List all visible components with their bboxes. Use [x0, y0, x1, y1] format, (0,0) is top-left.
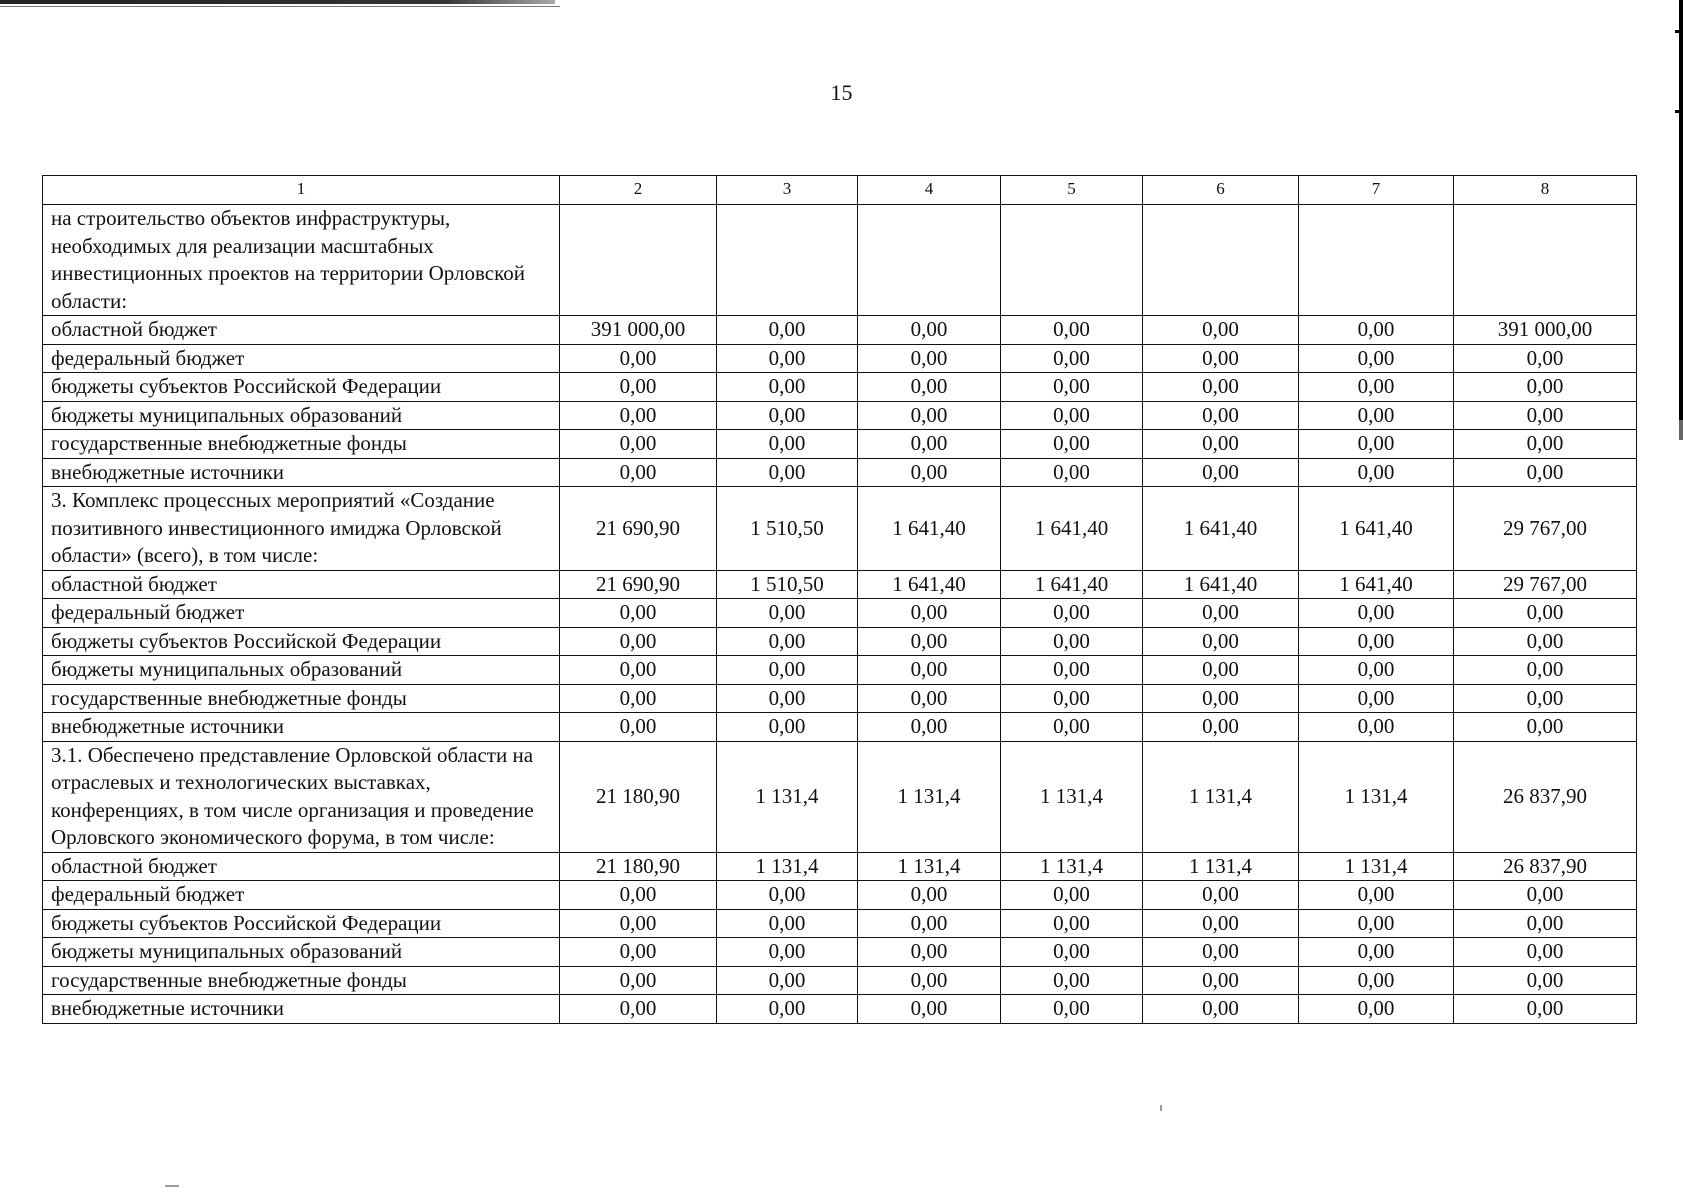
column-number-4: 4 — [858, 176, 1001, 205]
table-row — [43, 344, 1637, 373]
value-cell-col4 — [858, 205, 1001, 316]
value-cell-col7: 1 641,40 — [1299, 487, 1454, 571]
value-cell-col6 — [1143, 205, 1299, 316]
value-cell-col8: 0,00 — [1454, 684, 1637, 713]
scan-speck — [1160, 1105, 1162, 1111]
value-cell-col3 — [717, 205, 858, 316]
value-cell-col3: 0,00 — [717, 458, 858, 487]
row-label: бюджеты муниципальных образований — [43, 401, 560, 430]
table-row — [43, 627, 1637, 656]
value-cell-col2: 0,00 — [560, 373, 717, 402]
value-cell-col7: 0,00 — [1299, 401, 1454, 430]
value-cell-col5: 0,00 — [1001, 430, 1143, 459]
value-cell-col3: 0,00 — [717, 401, 858, 430]
value-cell-col4: 0,00 — [858, 344, 1001, 373]
column-number-row — [43, 176, 1637, 205]
value-cell-col7: 0,00 — [1299, 938, 1454, 967]
value-cell-col4: 0,00 — [858, 966, 1001, 995]
value-cell-col8: 0,00 — [1454, 909, 1637, 938]
value-cell-col2: 0,00 — [560, 656, 717, 685]
value-cell-col8: 0,00 — [1454, 599, 1637, 628]
value-cell-col2: 0,00 — [560, 627, 717, 656]
value-cell-col6: 1 131,4 — [1143, 852, 1299, 881]
value-cell-col6: 0,00 — [1143, 909, 1299, 938]
section-label: 3.1. Обеспечено представление Орловской области на отраслевых и технологических выставках, конференциях, в том числе организация и проведение Орловского экономического форума, в том числе: — [43, 741, 560, 852]
scan-border-top-thin — [0, 6, 560, 7]
value-cell-col2 — [560, 205, 717, 316]
value-cell-col2: 0,00 — [560, 938, 717, 967]
value-cell-col5: 1 131,4 — [1001, 741, 1143, 852]
row-label: бюджеты субъектов Российской Федерации — [43, 373, 560, 402]
value-cell-col3: 0,00 — [717, 344, 858, 373]
value-cell-col8: 29 767,00 — [1454, 487, 1637, 571]
value-cell-col8: 0,00 — [1454, 966, 1637, 995]
value-cell-col4: 0,00 — [858, 627, 1001, 656]
table-row — [43, 684, 1637, 713]
value-cell-col2: 0,00 — [560, 713, 717, 742]
value-cell-col6: 0,00 — [1143, 401, 1299, 430]
value-cell-col7: 0,00 — [1299, 430, 1454, 459]
value-cell-col7: 0,00 — [1299, 344, 1454, 373]
value-cell-col7: 0,00 — [1299, 627, 1454, 656]
value-cell-col5: 0,00 — [1001, 881, 1143, 910]
value-cell-col6: 0,00 — [1143, 599, 1299, 628]
value-cell-col4: 1 131,4 — [858, 741, 1001, 852]
value-cell-col8: 0,00 — [1454, 881, 1637, 910]
value-cell-col8: 26 837,90 — [1454, 741, 1637, 852]
value-cell-col4: 1 641,40 — [858, 487, 1001, 571]
value-cell-col7: 0,00 — [1299, 599, 1454, 628]
value-cell-col7: 0,00 — [1299, 966, 1454, 995]
row-label: бюджеты муниципальных образований — [43, 656, 560, 685]
value-cell-col6: 0,00 — [1143, 656, 1299, 685]
table-row — [43, 909, 1637, 938]
value-cell-col5: 0,00 — [1001, 656, 1143, 685]
value-cell-col4: 1 641,40 — [858, 570, 1001, 599]
column-number-8: 8 — [1454, 176, 1637, 205]
row-label: федеральный бюджет — [43, 344, 560, 373]
value-cell-col7: 0,00 — [1299, 909, 1454, 938]
value-cell-col5: 1 131,4 — [1001, 852, 1143, 881]
value-cell-col3: 0,00 — [717, 881, 858, 910]
value-cell-col4: 1 131,4 — [858, 852, 1001, 881]
value-cell-col5: 0,00 — [1001, 458, 1143, 487]
value-cell-col8: 0,00 — [1454, 430, 1637, 459]
table-row — [43, 966, 1637, 995]
column-number-7: 7 — [1299, 176, 1454, 205]
value-cell-col4: 0,00 — [858, 458, 1001, 487]
value-cell-col5: 0,00 — [1001, 995, 1143, 1024]
value-cell-col5: 0,00 — [1001, 938, 1143, 967]
value-cell-col6: 0,00 — [1143, 627, 1299, 656]
table-row — [43, 373, 1637, 402]
value-cell-col6: 1 641,40 — [1143, 487, 1299, 571]
value-cell-col6: 0,00 — [1143, 938, 1299, 967]
value-cell-col8: 0,00 — [1454, 995, 1637, 1024]
value-cell-col3: 0,00 — [717, 316, 858, 345]
value-cell-col3: 0,00 — [717, 627, 858, 656]
value-cell-col6: 0,00 — [1143, 995, 1299, 1024]
row-label: федеральный бюджет — [43, 599, 560, 628]
value-cell-col7: 0,00 — [1299, 458, 1454, 487]
value-cell-col4: 0,00 — [858, 401, 1001, 430]
value-cell-col4: 0,00 — [858, 599, 1001, 628]
value-cell-col6: 1 131,4 — [1143, 741, 1299, 852]
value-cell-col2: 391 000,00 — [560, 316, 717, 345]
value-cell-col2: 0,00 — [560, 909, 717, 938]
value-cell-col5: 0,00 — [1001, 344, 1143, 373]
value-cell-col4: 0,00 — [858, 995, 1001, 1024]
value-cell-col3: 0,00 — [717, 909, 858, 938]
value-cell-col7 — [1299, 205, 1454, 316]
table-section-row — [43, 205, 1637, 316]
value-cell-col5 — [1001, 205, 1143, 316]
value-cell-col7: 0,00 — [1299, 713, 1454, 742]
value-cell-col3: 0,00 — [717, 995, 858, 1024]
value-cell-col7: 0,00 — [1299, 995, 1454, 1024]
value-cell-col7: 0,00 — [1299, 316, 1454, 345]
value-cell-col5: 0,00 — [1001, 713, 1143, 742]
value-cell-col4: 0,00 — [858, 316, 1001, 345]
value-cell-col2: 0,00 — [560, 344, 717, 373]
column-number-2: 2 — [560, 176, 717, 205]
value-cell-col5: 0,00 — [1001, 599, 1143, 628]
value-cell-col4: 0,00 — [858, 938, 1001, 967]
table-row — [43, 316, 1637, 345]
value-cell-col8: 0,00 — [1454, 401, 1637, 430]
table-row — [43, 995, 1637, 1024]
table-row — [43, 938, 1637, 967]
table-row — [43, 458, 1637, 487]
value-cell-col7: 0,00 — [1299, 373, 1454, 402]
value-cell-col4: 0,00 — [858, 656, 1001, 685]
row-label: бюджеты субъектов Российской Федерации — [43, 909, 560, 938]
value-cell-col2: 0,00 — [560, 684, 717, 713]
row-label: областной бюджет — [43, 316, 560, 345]
row-label: внебюджетные источники — [43, 458, 560, 487]
value-cell-col3: 0,00 — [717, 684, 858, 713]
value-cell-col2: 0,00 — [560, 966, 717, 995]
value-cell-col7: 0,00 — [1299, 881, 1454, 910]
row-label: внебюджетные источники — [43, 995, 560, 1024]
value-cell-col8: 0,00 — [1454, 458, 1637, 487]
value-cell-col7: 1 131,4 — [1299, 741, 1454, 852]
row-label: федеральный бюджет — [43, 881, 560, 910]
value-cell-col6: 0,00 — [1143, 881, 1299, 910]
value-cell-col3: 1 510,50 — [717, 570, 858, 599]
table-section-row — [43, 487, 1637, 571]
page-number: 15 — [830, 80, 853, 105]
row-label: бюджеты субъектов Российской Федерации — [43, 627, 560, 656]
column-number-5: 5 — [1001, 176, 1143, 205]
section-label: 3. Комплекс процессных мероприятий «Создание позитивного инвестиционного имиджа Орловской области» (всего), в том числе: — [43, 487, 560, 571]
value-cell-col8: 0,00 — [1454, 938, 1637, 967]
value-cell-col2: 21 180,90 — [560, 852, 717, 881]
row-label: областной бюджет — [43, 852, 560, 881]
value-cell-col2: 0,00 — [560, 881, 717, 910]
value-cell-col3: 1 510,50 — [717, 487, 858, 571]
value-cell-col7: 0,00 — [1299, 656, 1454, 685]
value-cell-col4: 0,00 — [858, 684, 1001, 713]
value-cell-col8: 29 767,00 — [1454, 570, 1637, 599]
value-cell-col3: 1 131,4 — [717, 741, 858, 852]
value-cell-col5: 0,00 — [1001, 909, 1143, 938]
scan-edge-mark — [1675, 30, 1683, 33]
value-cell-col8: 391 000,00 — [1454, 316, 1637, 345]
value-cell-col2: 0,00 — [560, 401, 717, 430]
value-cell-col5: 0,00 — [1001, 684, 1143, 713]
table-row — [43, 570, 1637, 599]
value-cell-col5: 0,00 — [1001, 316, 1143, 345]
value-cell-col3: 0,00 — [717, 373, 858, 402]
value-cell-col6: 0,00 — [1143, 458, 1299, 487]
table-row — [43, 852, 1637, 881]
value-cell-col4: 0,00 — [858, 881, 1001, 910]
value-cell-col8: 26 837,90 — [1454, 852, 1637, 881]
row-label: внебюджетные источники — [43, 713, 560, 742]
value-cell-col2: 0,00 — [560, 599, 717, 628]
value-cell-col2: 0,00 — [560, 995, 717, 1024]
value-cell-col2: 0,00 — [560, 458, 717, 487]
value-cell-col5: 0,00 — [1001, 627, 1143, 656]
value-cell-col4: 0,00 — [858, 373, 1001, 402]
value-cell-col3: 0,00 — [717, 938, 858, 967]
value-cell-col3: 0,00 — [717, 430, 858, 459]
value-cell-col6: 0,00 — [1143, 373, 1299, 402]
table-section-row — [43, 741, 1637, 852]
value-cell-col4: 0,00 — [858, 713, 1001, 742]
value-cell-col5: 0,00 — [1001, 401, 1143, 430]
value-cell-col2: 21 180,90 — [560, 741, 717, 852]
scan-speck — [165, 1185, 179, 1187]
value-cell-col7: 0,00 — [1299, 684, 1454, 713]
section-label: на строительство объектов инфраструктуры, необходимых для реализации масштабных инвестиционных проектов на территории Орловской области: — [43, 205, 560, 316]
value-cell-col6: 0,00 — [1143, 966, 1299, 995]
value-cell-col3: 0,00 — [717, 599, 858, 628]
value-cell-col8: 0,00 — [1454, 344, 1637, 373]
column-number-3: 3 — [717, 176, 858, 205]
row-label: бюджеты муниципальных образований — [43, 938, 560, 967]
value-cell-col8: 0,00 — [1454, 656, 1637, 685]
value-cell-col2: 21 690,90 — [560, 487, 717, 571]
value-cell-col5: 1 641,40 — [1001, 487, 1143, 571]
table-row — [43, 430, 1637, 459]
value-cell-col6: 1 641,40 — [1143, 570, 1299, 599]
value-cell-col5: 0,00 — [1001, 966, 1143, 995]
value-cell-col6: 0,00 — [1143, 430, 1299, 459]
budget-table-body — [43, 176, 1637, 1024]
value-cell-col6: 0,00 — [1143, 713, 1299, 742]
value-cell-col8: 0,00 — [1454, 713, 1637, 742]
value-cell-col4: 0,00 — [858, 909, 1001, 938]
value-cell-col2: 0,00 — [560, 430, 717, 459]
value-cell-col8 — [1454, 205, 1637, 316]
value-cell-col3: 0,00 — [717, 966, 858, 995]
value-cell-col7: 1 641,40 — [1299, 570, 1454, 599]
table-row — [43, 401, 1637, 430]
value-cell-col6: 0,00 — [1143, 684, 1299, 713]
value-cell-col5: 1 641,40 — [1001, 570, 1143, 599]
value-cell-col5: 0,00 — [1001, 373, 1143, 402]
value-cell-col3: 1 131,4 — [717, 852, 858, 881]
value-cell-col8: 0,00 — [1454, 373, 1637, 402]
value-cell-col2: 21 690,90 — [560, 570, 717, 599]
value-cell-col6: 0,00 — [1143, 344, 1299, 373]
table-row — [43, 713, 1637, 742]
value-cell-col3: 0,00 — [717, 656, 858, 685]
row-label: областной бюджет — [43, 570, 560, 599]
value-cell-col4: 0,00 — [858, 430, 1001, 459]
table-row — [43, 599, 1637, 628]
scan-edge-mark — [1675, 110, 1683, 113]
value-cell-col3: 0,00 — [717, 713, 858, 742]
row-label: государственные внебюджетные фонды — [43, 684, 560, 713]
row-label: государственные внебюджетные фонды — [43, 966, 560, 995]
row-label: государственные внебюджетные фонды — [43, 430, 560, 459]
value-cell-col6: 0,00 — [1143, 316, 1299, 345]
table-row — [43, 881, 1637, 910]
value-cell-col7: 1 131,4 — [1299, 852, 1454, 881]
scan-border-top — [0, 0, 555, 4]
column-number-6: 6 — [1143, 176, 1299, 205]
column-number-1: 1 — [43, 176, 560, 205]
value-cell-col8: 0,00 — [1454, 627, 1637, 656]
budget-table — [42, 175, 1637, 1024]
table-row — [43, 656, 1637, 685]
